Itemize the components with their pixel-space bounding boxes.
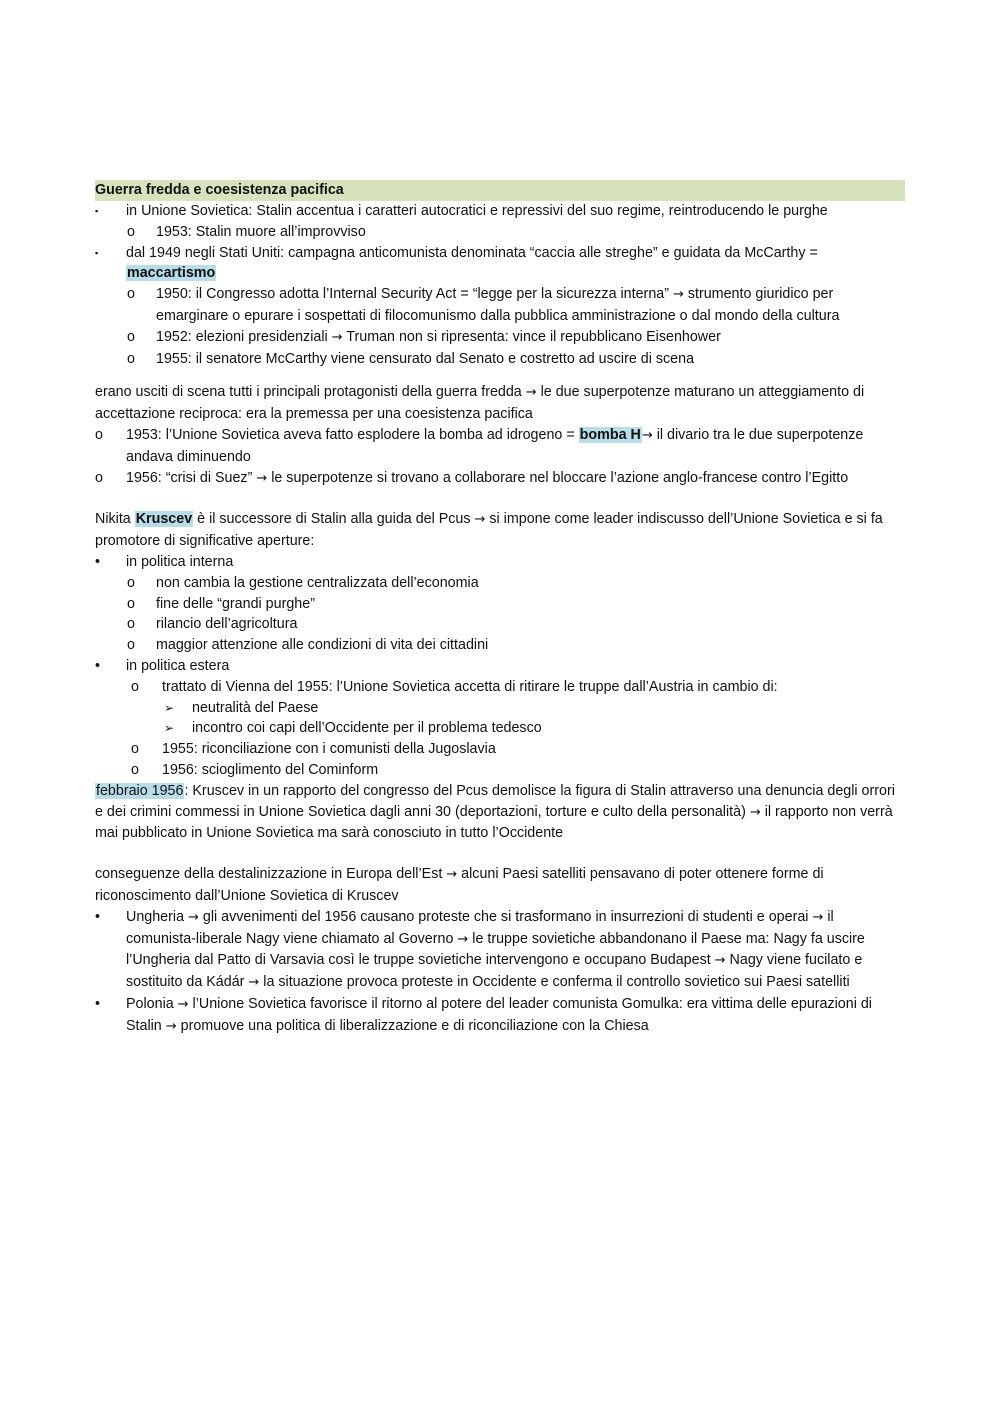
circle-bullet-icon: o: [127, 637, 135, 654]
list-item: [95, 677, 905, 698]
list-item-text: 1956: “crisi di Suez”: [126, 469, 257, 486]
paragraph-text: : Kruscev in un rapporto del congresso del Pcus demolisce la figura di Stalin attraverso una denuncia degli orrori e dei crimini commessi in Unione Sovietica dagli anni 30 (deportazioni, torture e culto della personalità): [95, 782, 895, 820]
list-item-text: gli avvenimenti del 1956 causano proteste che si trasformano in insurrezioni di studenti e operai: [198, 908, 813, 925]
list-item: [95, 739, 905, 760]
list-item: [95, 994, 905, 1038]
dot-bullet-icon: •: [95, 908, 101, 925]
square-bullet-icon: ▪: [95, 247, 99, 258]
circle-bullet-icon: o: [127, 574, 135, 591]
arrow-icon: →: [457, 931, 469, 947]
spacer: [95, 489, 905, 509]
list-item-text: il divario tra le due superpotenze andava diminuendo: [126, 426, 864, 465]
paragraph-text: il rapporto non verrà mai pubblicato in Unione Sovietica ma sarà conosciuto in tutto l’Occidente: [95, 803, 893, 842]
list-item: [95, 243, 905, 285]
list-item-text: strumento giuridico per emarginare o epurare i sospettati di filocomunismo dalla pubblica amministrazione o dal mondo della cultura: [156, 286, 840, 324]
paragraph: [95, 382, 905, 425]
circle-bullet-icon: o: [127, 286, 135, 303]
list-item-text: maggior attenzione alle condizioni di vita dei cittadini: [156, 637, 489, 654]
list-item-text: l’Unione Sovietica favorisce il ritorno al potere del leader comunista Gomulka: era vittima delle epurazioni di Stalin: [126, 995, 872, 1034]
list-item-text: Nagy viene fucilato e sostituito da Kádár: [126, 952, 863, 991]
arrow-icon: →: [749, 804, 761, 820]
list-item-text: 1952: elezioni presidenziali: [156, 328, 332, 345]
list-item: [95, 718, 905, 739]
document-page: [95, 180, 905, 1037]
list-item: [95, 327, 905, 349]
list-item: [95, 284, 905, 327]
arrow-icon: →: [641, 427, 653, 443]
list-item-text: il comunista-liberale Nagy viene chiamato al Governo: [126, 908, 834, 947]
list-item: [95, 614, 905, 635]
paragraph-text: conseguenze della destalinizzazione in Europa dell’Est: [95, 866, 447, 883]
section-title: Guerra fredda e coesistenza pacifica: [95, 180, 905, 201]
spacer: [95, 369, 905, 382]
list-item-text: trattato di Vienna del 1955: l’Unione Sovietica accetta di ritirare le truppe dall’Austria in cambio di:: [162, 678, 778, 695]
paragraph: [95, 509, 905, 552]
arrow-icon: →: [256, 470, 268, 486]
highlighted-date: febbraio 1956: [96, 782, 184, 799]
paragraph: [95, 864, 905, 907]
list-item-text: Ungheria: [126, 908, 188, 925]
list-item-text: 1956: scioglimento del Cominform: [162, 761, 379, 778]
list-item: [95, 573, 905, 594]
list-item: [95, 656, 905, 677]
list-item-text: in Unione Sovietica: Stalin accentua i caratteri autocratici e repressivi del suo regime, reintroducendo le purghe: [126, 203, 828, 219]
arrowhead-bullet-icon: ➢: [164, 700, 175, 715]
list-item-text: Truman non si ripresenta: vince il repubblicano Eisenhower: [342, 328, 721, 345]
dot-bullet-icon: •: [95, 995, 101, 1012]
arrowhead-bullet-icon: ➢: [164, 721, 175, 736]
list-item-text: fine delle “grandi purghe”: [156, 595, 315, 612]
list-item: [95, 760, 905, 781]
list-item-text: le superpotenze si trovano a collaborare nel bloccare l’azione anglo-francese contro l’Egitto: [267, 469, 849, 486]
list-item: [95, 907, 905, 994]
highlighted-term: maccartismo: [127, 265, 216, 282]
list-item: [95, 635, 905, 656]
list-item: [95, 594, 905, 615]
arrow-icon: →: [474, 512, 486, 528]
dot-bullet-icon: •: [95, 553, 101, 570]
list-item-text: 1953: l’Unione Sovietica aveva fatto esplodere la bomba ad idrogeno =: [126, 426, 579, 443]
list-item-text: 1953: Stalin muore all’improvviso: [156, 223, 366, 240]
list-item-text: dal 1949 negli Stati Uniti: campagna anticomunista denominata “caccia alle streghe” e guidata da McCarthy =: [126, 244, 818, 261]
list-item-text: 1955: il senatore McCarthy viene censurato dal Senato e costretto ad uscire di scena: [156, 350, 695, 367]
list-item-text: in politica estera: [126, 657, 230, 674]
circle-bullet-icon: o: [127, 595, 135, 612]
paragraph-text: si impone come leader indiscusso dell’Unione Sovietica e si fa promotore di significative aperture:: [95, 511, 883, 550]
list-item-text: non cambia la gestione centralizzata dell’economia: [156, 574, 479, 591]
highlighted-term: bomba H: [579, 426, 641, 443]
arrow-icon: →: [672, 287, 684, 303]
circle-bullet-icon: o: [127, 223, 135, 240]
paragraph: [95, 781, 905, 844]
paragraph-text: le due superpotenze maturano un atteggiamento di accettazione reciproca: era la premessa per una coesistenza pacifica: [95, 384, 865, 423]
arrow-icon: →: [525, 385, 537, 401]
circle-bullet-icon: o: [131, 678, 139, 695]
list-item: [95, 468, 905, 490]
list-item-text: le truppe sovietiche abbandonano il Paese ma: Nagy fa uscire l’Ungheria dal Patto di Varsavia così le truppe sovietiche intervengono e occupano Budapest: [126, 930, 865, 969]
list-item: [95, 349, 905, 370]
list-item: [95, 222, 905, 243]
list-item: [95, 201, 905, 222]
square-bullet-icon: ▪: [95, 206, 99, 216]
paragraph-text: erano usciti di scena tutti i principali protagonisti della guerra fredda: [95, 384, 526, 401]
list-item-text: rilancio dell’agricoltura: [156, 616, 298, 633]
arrow-icon: →: [165, 1018, 177, 1034]
arrow-icon: →: [188, 909, 199, 925]
spacer: [95, 844, 905, 864]
paragraph-text: Nikita: [95, 511, 135, 528]
arrow-icon: →: [177, 996, 189, 1012]
circle-bullet-icon: o: [131, 761, 139, 778]
list-item: [95, 425, 905, 468]
circle-bullet-icon: o: [127, 328, 135, 345]
arrow-icon: →: [446, 867, 458, 883]
arrow-icon: →: [812, 909, 824, 925]
list-item-text: incontro coi capi dell’Occidente per il problema tedesco: [192, 720, 542, 737]
list-item: [95, 552, 905, 573]
list-item-text: promuove una politica di liberalizzazione e di riconciliazione con la Chiesa: [176, 1017, 649, 1034]
list-item-text: in politica interna: [126, 553, 234, 570]
circle-bullet-icon: o: [95, 426, 103, 443]
highlighted-term: Kruscev: [135, 511, 193, 528]
arrow-icon: →: [714, 953, 726, 969]
circle-bullet-icon: o: [127, 616, 135, 633]
list-item-text: neutralità del Paese: [192, 699, 319, 716]
list-item-text: 1955: riconciliazione con i comunisti della Jugoslavia: [162, 741, 496, 758]
list-item-text: 1950: il Congresso adotta l’Internal Security Act = “legge per la sicurezza interna”: [156, 286, 673, 303]
list-item-text: Polonia: [126, 995, 178, 1012]
paragraph-text: è il successore di Stalin alla guida del Pcus: [193, 511, 475, 528]
list-item-text: la situazione provoca proteste in Occidente e conferma il controllo sovietico sui Paesi satelliti: [259, 974, 850, 991]
paragraph-text: alcuni Paesi satelliti pensavano di poter ottenere forme di riconoscimento dall’Unione Sovietica di Kruscev: [95, 866, 824, 904]
circle-bullet-icon: o: [131, 741, 139, 758]
arrow-icon: →: [331, 329, 343, 345]
circle-bullet-icon: o: [127, 350, 135, 367]
arrow-icon: →: [248, 975, 260, 991]
dot-bullet-icon: •: [95, 657, 101, 674]
list-item: [95, 698, 905, 719]
circle-bullet-icon: o: [95, 469, 103, 486]
